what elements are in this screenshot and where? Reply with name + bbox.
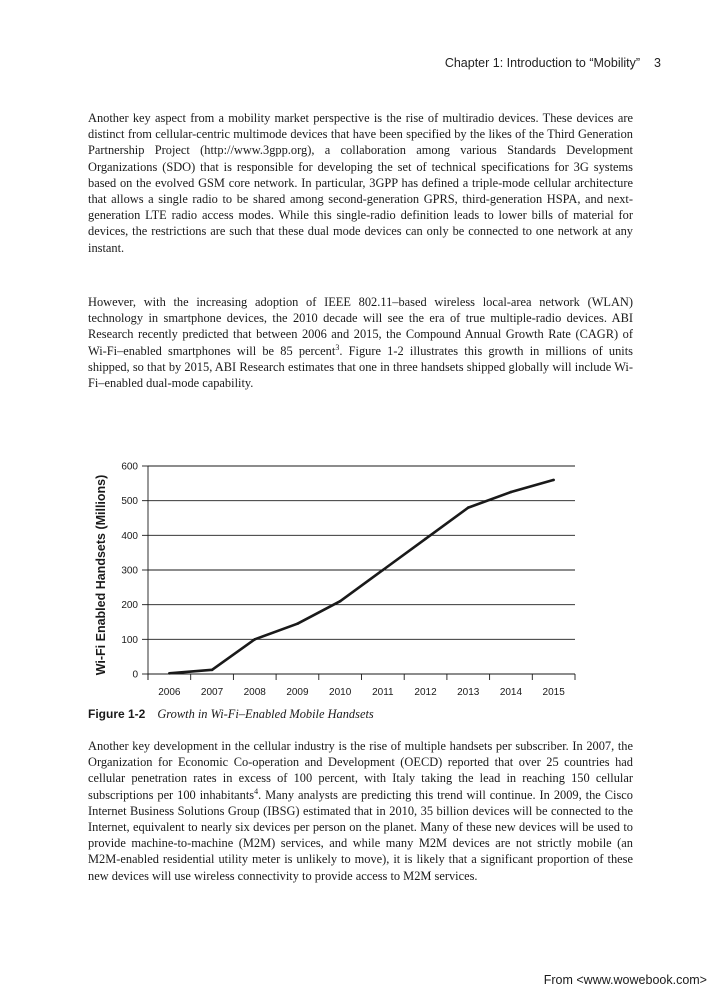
paragraph-multiradio: Another key aspect from a mobility market perspective is the rise of multiradio devices. These devices are distinct from cellular-centric multimode devices that have been specified by the likes of the Third Generation Partnership Project (http://www.3gpp.org), a collaboration among various Standards Development Organizations (SDO) that is responsible for developing the set of technical specifications for 3G systems based on the evolved GSM core network. In particular, 3GPP has defined a triple-mode cellular architecture that allows a single radio to be shared among second-generation GPRS, third-generation HSPA, and next-generation LTE radio access modes. While this single-radio definition leads to lower bills of material for devices, the restrictions are such that these dual mode devices can only be connected to one network at any instant. bbox=[88, 111, 633, 255]
data-point bbox=[424, 538, 427, 541]
paragraph-text: Another key development in the cellular industry is the rise of multiple handsets per subscriber. In 2007, the Organization for Economic Co-operation and Development (OECD) reported that over 25 countries had cellular penetration rates in excess of 100 percent, with Italy taking the lead in reaching 150 cellular subscriptions per 100 inhabitants bbox=[88, 739, 633, 802]
y-tick-label: 500 bbox=[121, 496, 138, 508]
paragraph-wlan-adoption bbox=[88, 294, 633, 391]
figure-number: Figure 1-2 bbox=[88, 707, 146, 721]
data-point bbox=[211, 669, 214, 672]
figure-caption bbox=[88, 707, 374, 722]
y-tick-label: 200 bbox=[121, 600, 138, 612]
data-point bbox=[296, 622, 299, 625]
x-tick-label: 2010 bbox=[329, 687, 352, 698]
x-tick-label: 2007 bbox=[200, 687, 224, 698]
x-tick-label: 2008 bbox=[243, 687, 266, 698]
wifi-handsets-line-chart bbox=[88, 448, 588, 703]
y-tick-label: 400 bbox=[121, 530, 138, 542]
footnote-marker: 4 bbox=[254, 786, 259, 796]
data-point bbox=[339, 600, 342, 603]
paragraph-text: However, with the increasing adoption of IEEE 802.11–based wireless local-area network (WLAN) technology in smartphone devices, the 2010 decade will see the era of true multiple-radio devices. ABI Research recently predicted that between 2006 and 2015, the Compound Annual Growth Rate (CAGR) of Wi-Fi–enabled smartphones will be 85 percent bbox=[88, 295, 633, 358]
paragraph-text: . Figure 1-2 illustrates this growth in millions of units shipped, so that by 2015, ABI Research estimates that one in three handsets shipped globally will include Wi-Fi–enabled dual-mode capability. bbox=[88, 343, 633, 391]
y-tick-label: 100 bbox=[121, 634, 138, 646]
x-tick-label: 2011 bbox=[372, 687, 394, 698]
figure-title: Growth in Wi-Fi–Enabled Mobile Handsets bbox=[157, 707, 374, 721]
data-point bbox=[253, 638, 256, 641]
y-tick-label: 300 bbox=[121, 565, 138, 577]
y-tick-label: 600 bbox=[121, 461, 138, 473]
footnote-marker: 3 bbox=[335, 342, 340, 352]
data-point bbox=[510, 491, 513, 494]
paragraph-multiple-handsets bbox=[88, 738, 633, 884]
series-line bbox=[169, 480, 553, 673]
paragraph-text: . Many analysts are predicting this trend will continue. In 2009, the Cisco Internet Business Solutions Group (IBSG) estimated that in 2010, 35 billion devices will be connected to the Internet, equivalent to nearly six devices per person on the planet. Many of these new devices will be used to provide machine-to-machine (M2M) services, and while many M2M devices are not strictly mobile (an M2M-enabled residential utility meter is unlikely to move), it is likely that a significant proportion of these new devices will use wireless connectivity to provide access to M2M services. bbox=[88, 787, 633, 883]
data-point bbox=[552, 479, 555, 482]
x-tick-label: 2012 bbox=[414, 687, 437, 698]
x-tick-label: 2014 bbox=[499, 687, 523, 698]
x-tick-label: 2013 bbox=[457, 687, 480, 698]
data-point bbox=[168, 672, 171, 675]
y-tick-label: 0 bbox=[132, 669, 138, 681]
running-header bbox=[445, 56, 661, 70]
data-point bbox=[382, 569, 385, 572]
y-axis-title: Wi-Fi Enabled Handsets (Millions) bbox=[94, 474, 108, 676]
data-point bbox=[467, 506, 470, 509]
x-tick-label: 2006 bbox=[158, 687, 181, 698]
source-footer: From <www.wowebook.com> bbox=[543, 973, 707, 987]
page-number: 3 bbox=[654, 56, 661, 70]
series-layer bbox=[168, 479, 555, 675]
x-tick-label: 2009 bbox=[286, 687, 309, 698]
running-title: Chapter 1: Introduction to “Mobility” bbox=[444, 56, 641, 70]
x-tick-label: 2015 bbox=[542, 687, 565, 698]
axes bbox=[142, 466, 575, 680]
